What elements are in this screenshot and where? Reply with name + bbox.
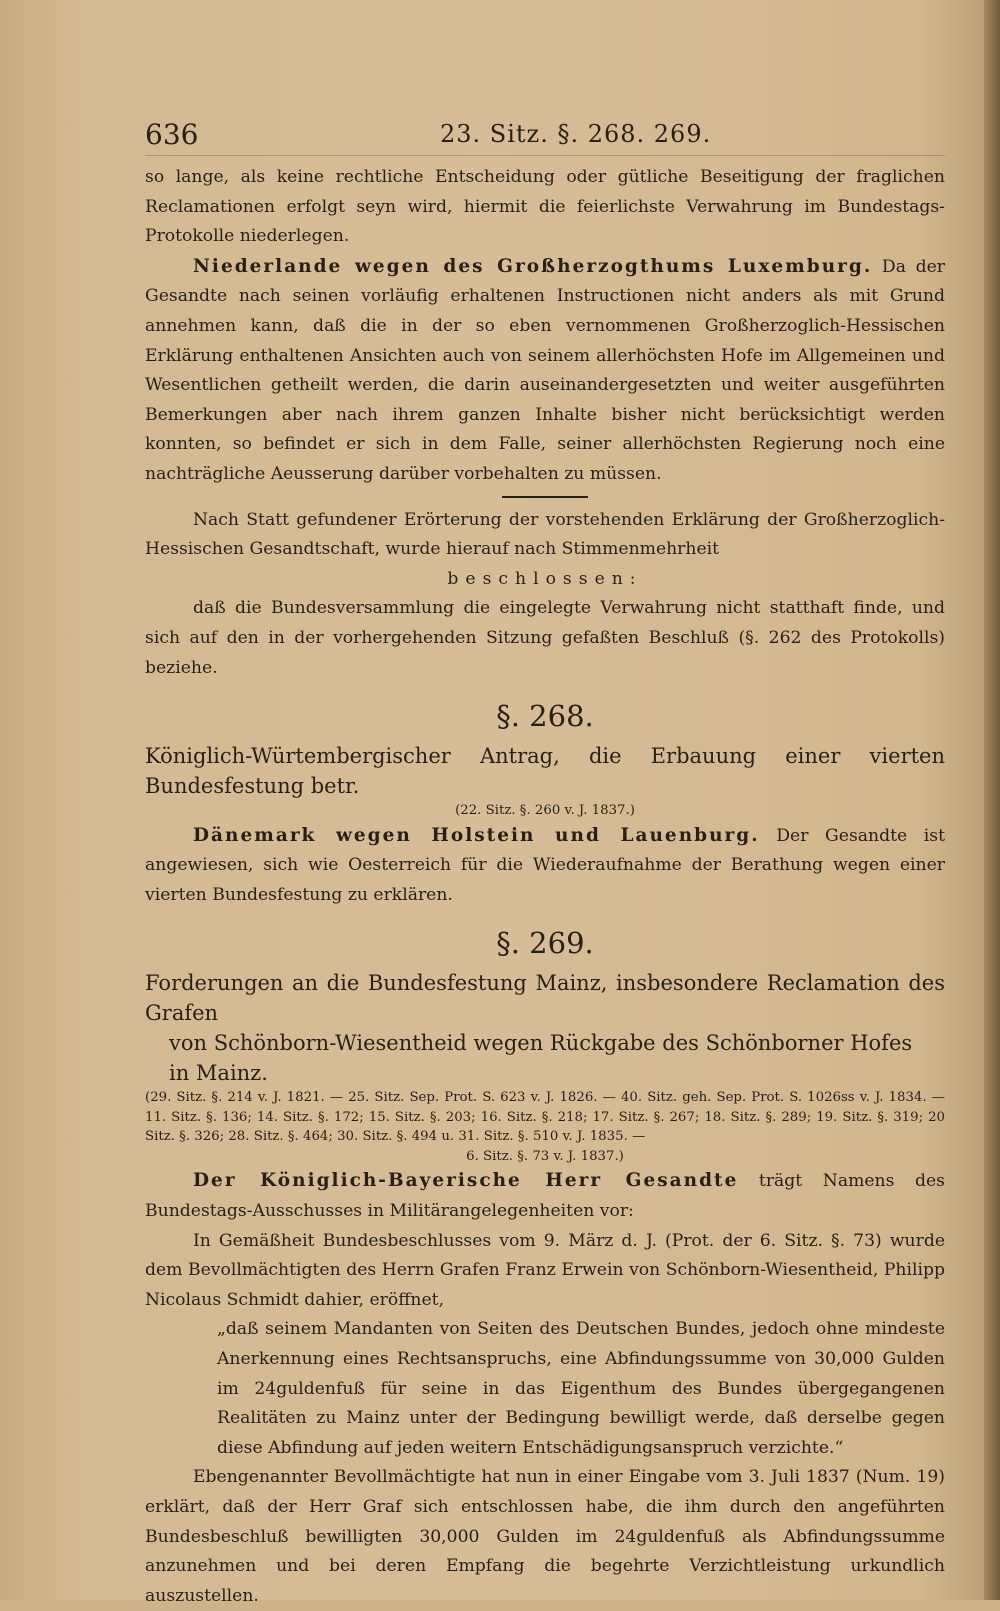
paragraph-daenemark xyxy=(145,821,945,911)
speaker-daenemark: Dänemark wegen Holstein und Lauenburg. xyxy=(193,824,760,846)
page-body xyxy=(145,163,945,1611)
paragraph-niederlande-text: Da der Gesandte nach seinen vorläufig erhaltenen Instructionen nicht anders als mit Grund annehmen kann, daß die in der so eben vernommenen Großherzoglich-Hessischen Erklärung enthaltenen Ansichten auch von seinem allerhöchsten Hofe im Allgemeinen und Wesentlichen getheilt werden, die darin auseinandergesetzten und weiter ausgeführten Bemerkungen aber nach ihrem ganzen Inhalte bisher nicht berücksichtigt werden konnten, so befindet er sich in dem Falle, seiner allerhöchsten Regierung noch eine nachträgliche Aeusserung darüber vorbehalten zu müssen. xyxy=(145,256,945,484)
header-rule xyxy=(145,155,945,156)
page-number: 636 xyxy=(145,118,199,151)
paragraph-resolution: daß die Bundesversammlung die eingelegte Verwahrung nicht statthaft finde, und sich auf den in der vorhergehenden Sitzung gefaßten Beschluß (§. 262 des Protokolls) beziehe. xyxy=(145,598,945,678)
section-268-reference: (22. Sitz. §. 260 v. J. 1837.) xyxy=(455,803,635,819)
paragraph-discussion: Nach Statt gefundener Erörterung der vorstehenden Erklärung der Großherzoglich-Hessischen Gesandtschaft, wurde hierauf nach Stimmenmehrheit xyxy=(145,509,945,560)
section-268-number: §. 268. xyxy=(496,699,594,734)
section-269-number: §. 269. xyxy=(496,926,594,961)
section-269-heading-line1: Forderungen an die Bundesfestung Mainz, insbesondere Reclamation des Grafen xyxy=(145,971,945,1026)
resolution-word: beschlossen: xyxy=(447,568,643,589)
section-268-heading: Königlich-Würtembergischer Antrag, die Erbauung einer vierten Bundesfestung betr. xyxy=(145,744,945,799)
paragraph-niederlande xyxy=(145,252,945,490)
running-head-title: 23. Sitz. §. 268. 269. xyxy=(440,120,712,148)
speaker-bayern: Der Königlich-Bayerische Herr Gesandte xyxy=(193,1170,739,1192)
section-269-reference: (29. Sitz. §. 214 v. J. 1821. — 25. Sitz. Sep. Prot. S. 623 v. J. 1826. — 40. Sitz. geh. Sep. Prot. S. 1026ss v. J. 1834. — 11. Sitz. §. 136; 14. Sitz. §. 172; 15. Sitz. §. 203; 16. Sitz. §. 218; 17. Sitz. §. 267; 18. Sitz. §. 289; 19. Sitz. §. 319; 20 Sitz. §. 326; 28. Sitz. §. 464; 30. Sitz. §. 494 u. 31. Sitz. §. 510 v. J. 1835. — xyxy=(145,1090,945,1145)
running-head xyxy=(145,118,945,158)
section-269-heading-line3: in Mainz. xyxy=(169,1061,268,1086)
separator-rule xyxy=(502,496,588,498)
quoted-resolution: „daß seinem Mandanten von Seiten des Deutschen Bundes, jedoch ohne mindeste Anerkennung eines Rechtsanspruchs, eine Abfindungssumme von 30,000 Gulden im 24guldenfuß für seine in das Eigenthum des Bundes übergegangenen Realitäten zu Mainz unter der Bedingung bewilligt werde, daß derselbe gegen diese Abfindung auf jeden weitern Entschädigungsanspruch verzichte.“ xyxy=(217,1319,945,1458)
paragraph-daenemark-text: Der Gesandte ist angewiesen, sich wie Oesterreich für die Wiederaufnahme der Berathung wegen einer vierten Bundesfestung zu erklären. xyxy=(145,825,945,905)
section-269-heading xyxy=(145,968,945,1088)
paragraph-continuation: so lange, als keine rechtliche Entscheidung oder gütliche Beseitigung der fraglichen Reclamationen erfolgt seyn wird, hiermit die feierlichste Verwahrung im Bundestags-Protokolle niederlegen. xyxy=(145,167,945,247)
speaker-niederlande: Niederlande wegen des Großherzogthums Luxemburg. xyxy=(193,255,873,277)
paragraph-gemaessheit: In Gemäßheit Bundesbeschlusses vom 9. März d. J. (Prot. der 6. Sitz. §. 73) wurde dem Bevollmächtigten des Herrn Grafen Franz Erwein von Schönborn-Wiesentheid, Philipp Nicolaus Schmidt dahier, eröffnet, xyxy=(145,1230,945,1310)
paragraph-bayern xyxy=(145,1166,945,1226)
section-269-reference-end: 6. Sitz. §. 73 v. J. 1837.) xyxy=(466,1148,624,1164)
paragraph-bayern-text: trägt Namens des Bundestags-Ausschusses in Militärangelegenheiten vor: xyxy=(145,1171,945,1221)
section-269-heading-line2: von Schönborn-Wiesentheid wegen Rückgabe des Schönborner Hofes xyxy=(169,1031,913,1056)
page-edge-shadow xyxy=(984,0,1000,1600)
paragraph-eingabe: Ebengenannter Bevollmächtigte hat nun in einer Eingabe vom 3. Juli 1837 (Num. 19) erklärt, daß der Herr Graf sich entschlossen habe, die ihm durch den angeführten Bundesbeschluß bewilligten 30,000 Gulden im 24guldenfuß als Abfindungssumme anzunehmen und bei deren Empfang die begehrte Verzichtleistung urkundlich auszustellen. xyxy=(145,1467,945,1606)
